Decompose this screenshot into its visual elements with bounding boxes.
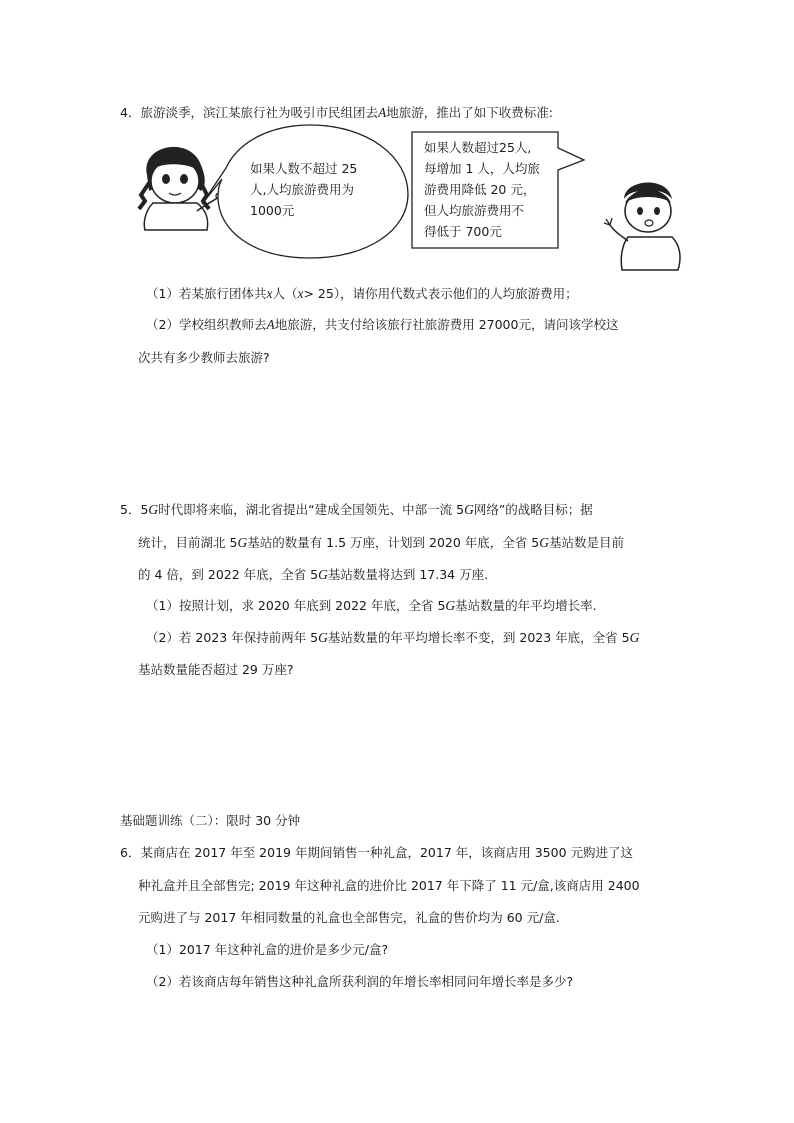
boy-illustration bbox=[598, 175, 688, 270]
q4-var-x-2: x bbox=[297, 286, 304, 301]
bubble-left-line-3: 1000元 bbox=[250, 203, 295, 218]
q4-part2-text-a: （2）学校组织教师去 bbox=[146, 317, 267, 332]
q4-part2 bbox=[146, 317, 618, 333]
bubble-right-line-2: 每增加 1 人，人均旅 bbox=[424, 161, 540, 176]
q5-var-g: G bbox=[148, 502, 159, 517]
bubble-right-line-5: 得低于 700元 bbox=[424, 224, 502, 239]
q4-number: 4． bbox=[120, 105, 141, 120]
q5-line-2 bbox=[138, 535, 624, 551]
q4-part1 bbox=[146, 286, 578, 302]
bubble-left-line-1: 如果人数不超过 25 bbox=[250, 161, 358, 176]
q5-part1 bbox=[146, 598, 597, 614]
q5-l1-b: 网络”的战略目标；据 bbox=[473, 502, 593, 517]
q5-line-1 bbox=[120, 502, 593, 518]
q5-p1-a: （1）按照计划，求 2020 年底到 2022 年底，全省 5 bbox=[146, 598, 446, 613]
q5-five: 5 bbox=[140, 502, 149, 517]
q5-var-g-4: G bbox=[539, 535, 549, 550]
bubble-right-line-1: 如果人数超过25人, bbox=[424, 140, 532, 155]
q5-part2 bbox=[146, 630, 639, 646]
section-title: 基础题训练（二）：限时 30 分钟 bbox=[120, 813, 301, 828]
bubble-left-line-2: 人,人均旅游费用为 bbox=[250, 182, 354, 197]
q4-part1-text-b: 人（ bbox=[272, 286, 298, 301]
q5-var-g-6: G bbox=[445, 598, 456, 613]
q6-part1: （1）2017 年这种礼盒的进价是多少元/盒? bbox=[146, 942, 389, 957]
bubble-left-text bbox=[250, 158, 357, 221]
bubble-right-line-3: 游费用降低 20 元， bbox=[424, 182, 536, 197]
q5-var-g-8: G bbox=[629, 630, 640, 645]
q6-line-2: 种礼盒并且全部售完; 2019 年这种礼盒的进价比 2017 年下降了 11 元/盒,该商店用 2400 bbox=[138, 878, 640, 893]
q5-var-g-5: G bbox=[318, 567, 328, 582]
q5-l2-a: 统计，目前湖北 5 bbox=[138, 535, 238, 550]
q5-l3-b: 基站数量将达到 17.34 万座. bbox=[327, 567, 489, 582]
bubble-right-line-4: 但人均旅游费用不 bbox=[424, 203, 525, 218]
q5-line-3 bbox=[138, 567, 488, 583]
q6-line-1: 6．某商店在 2017 年至 2019 年期间销售一种礼盒，2017 年，该商店用 3500 元购进了这 bbox=[120, 845, 634, 860]
q4-var-a: A bbox=[377, 105, 387, 120]
q5-l2-c: 基站数是目前 bbox=[548, 535, 624, 550]
q5-number: 5． bbox=[120, 502, 141, 517]
q4-stem bbox=[120, 105, 553, 121]
q5-var-g-2: G bbox=[464, 502, 474, 517]
q4-stem-text-a: 旅游淡季，滨江某旅行社为吸引市民组团去 bbox=[140, 105, 378, 120]
q6-part2: （2）若该商店每年销售这种礼盒所获利润的年增长率相同问年增长率是多少? bbox=[146, 974, 574, 989]
q4-part1-text-a: （1）若某旅行团体共 bbox=[146, 286, 267, 301]
q4-stem-text-b: 地旅游，推出了如下收费标准: bbox=[386, 105, 553, 120]
q5-l1-a: 时代即将来临，湖北省提出“建成全国领先、中部一流 5 bbox=[158, 502, 465, 517]
q5-p1-b: 基站数量的年平均增长率. bbox=[455, 598, 597, 613]
q6-line-3: 元购进了与 2017 年相同数量的礼盒也全部售完，礼盒的售价均为 60 元/盒. bbox=[138, 910, 560, 925]
q5-var-g-3: G bbox=[237, 535, 248, 550]
q5-var-g-7: G bbox=[318, 630, 328, 645]
q5-l3-a: 的 4 倍，到 2022 年底，全省 5 bbox=[138, 567, 319, 582]
q5-p2-b: 基站数量的年平均增长率不变，到 2023 年底，全省 5 bbox=[327, 630, 630, 645]
bubble-right-text bbox=[424, 137, 540, 242]
q5-l2-b: 基站的数量有 1.5 万座，计划到 2020 年底，全省 5 bbox=[247, 535, 540, 550]
q4-part1-text-c: > 25），请你用代数式表示他们的人均旅游费用； bbox=[303, 286, 578, 301]
q4-var-a-2: A bbox=[266, 317, 275, 332]
q4-part2-cont: 次共有多少教师去旅游? bbox=[138, 350, 270, 365]
q5-part2-cont: 基站数量能否超过 29 万座? bbox=[138, 662, 294, 677]
q4-var-x: x bbox=[266, 286, 273, 301]
q4-part2-text-b: 地旅游，共支付给该旅行社旅游费用 27000元，请问该学校这 bbox=[274, 317, 619, 332]
q5-p2-a: （2）若 2023 年保持前两年 5 bbox=[146, 630, 319, 645]
